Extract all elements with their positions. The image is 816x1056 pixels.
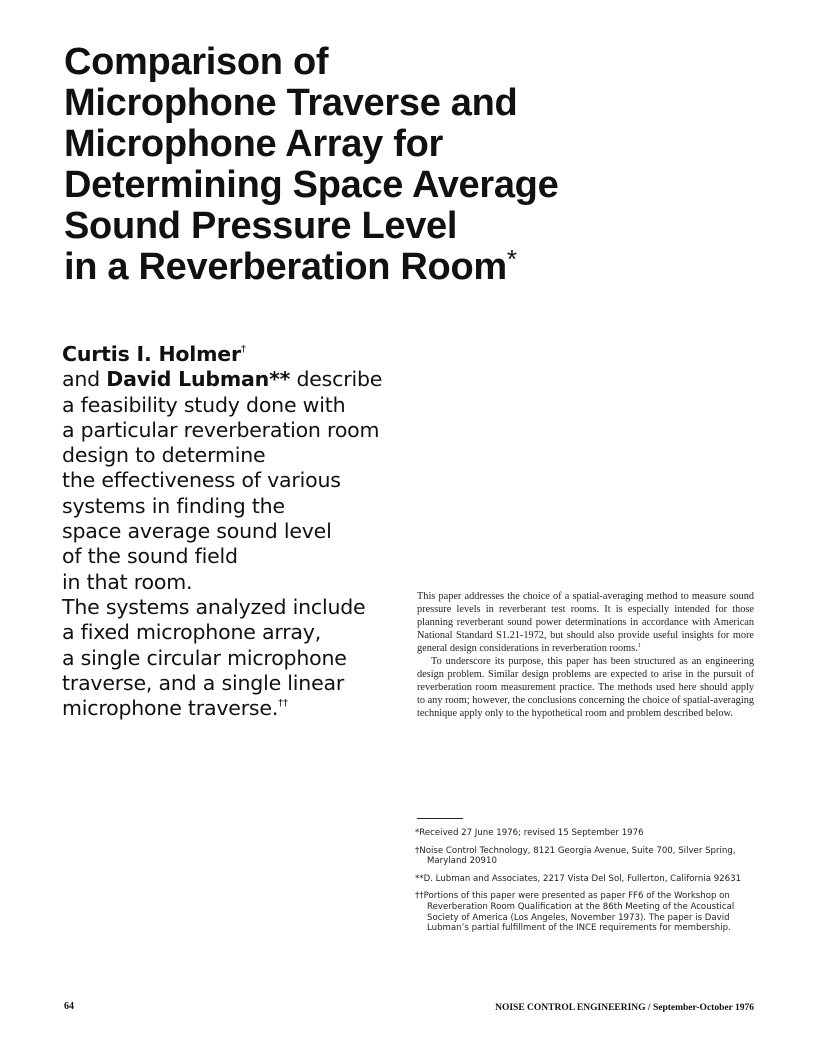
body-text xyxy=(417,590,754,720)
footnote-received: *Received 27 June 1976; revised 15 September 1976 xyxy=(415,828,644,838)
summary-line: of the sound field xyxy=(62,544,238,569)
summary-line: in that room. xyxy=(62,569,193,594)
summary-line: a feasibility study done with xyxy=(62,392,346,417)
body-paragraph-1-text: This paper addresses the choice of a spatial-averaging method to measure sound pressure levels in reverberant test rooms. It is especially intended for those planning reverberant sound power determinations in accordance with American National Standard S1.21-1972, but should also provide useful insights for more general design considerations in reverberation rooms. xyxy=(417,591,754,654)
summary-line: space average sound level xyxy=(62,519,332,544)
footnote-lubman-affiliation: **D. Lubman and Associates, 2217 Vista Del Sol, Fullerton, California 92631 xyxy=(415,873,742,884)
body-paragraph-1 xyxy=(417,590,754,655)
author-line-2 xyxy=(62,367,402,392)
and-word: and xyxy=(62,367,107,392)
title-line-last xyxy=(64,244,764,288)
page-number: 64 xyxy=(64,1001,74,1012)
body-paragraph-2: To underscore its purpose, this paper has been structured as an engineering design problem. Similar design problems are expected to arise in the pursuit of reverberation room measurement practice. The methods used here should apply to any room; however, the conclusions concerning the choice of spatial-averaging technique apply only to the hypothetical room and problem described below. xyxy=(417,656,754,719)
describe-word: describe xyxy=(290,367,383,392)
reference-mark: 1 xyxy=(637,643,641,649)
summary-line: a single circular microphone xyxy=(62,645,347,670)
title-line: Microphone Array for xyxy=(64,123,443,165)
summary-footnote-mark: †† xyxy=(278,698,288,710)
summary-line: design to determine xyxy=(62,443,266,468)
title-line: Sound Pressure Level xyxy=(64,205,458,247)
title-line: Microphone Traverse and xyxy=(64,82,518,124)
summary-last-text: microphone traverse. xyxy=(62,696,279,721)
summary-line-last xyxy=(62,696,402,721)
author-1-name: Curtis I. Holmer xyxy=(62,342,241,366)
summary-line: a fixed microphone array, xyxy=(62,620,322,645)
title-line-text: in a Reverberation Room xyxy=(64,246,507,288)
summary-line: systems in finding the xyxy=(62,493,285,518)
title-footnote-mark: * xyxy=(506,244,517,274)
author-1-mark: † xyxy=(240,344,246,355)
article-title xyxy=(64,42,764,288)
running-footer: NOISE CONTROL ENGINEERING / September-October 1976 xyxy=(495,1003,754,1013)
footnote-holmer-affiliation: †Noise Control Technology, 8121 Georgia Avenue, Suite 700, Silver Spring, Maryland 20910 xyxy=(415,845,736,867)
author-summary xyxy=(62,342,402,721)
title-line: Determining Space Average xyxy=(64,164,559,206)
summary-line: The systems analyzed include xyxy=(62,594,366,619)
footnote-presentation: ††Portions of this paper were presented as paper FF6 of the Workshop on Reverberation Room Qualification at the 86th Meeting of the Acoustical Society of America (Los Angeles, November 1973). The paper is David Lubman’s partial fulfillment of the INCE requirements for membership. xyxy=(415,891,735,934)
author-2-mark: ** xyxy=(269,367,291,392)
footnote-divider xyxy=(417,818,463,819)
title-line: Comparison of xyxy=(64,41,329,83)
summary-line: a particular reverberation room xyxy=(62,417,380,442)
author-line-1 xyxy=(62,342,402,367)
author-2-name: David Lubman xyxy=(106,367,270,392)
summary-line: the effectiveness of various xyxy=(62,468,341,493)
footnotes xyxy=(415,828,755,941)
summary-line: traverse, and a single linear xyxy=(62,670,345,695)
